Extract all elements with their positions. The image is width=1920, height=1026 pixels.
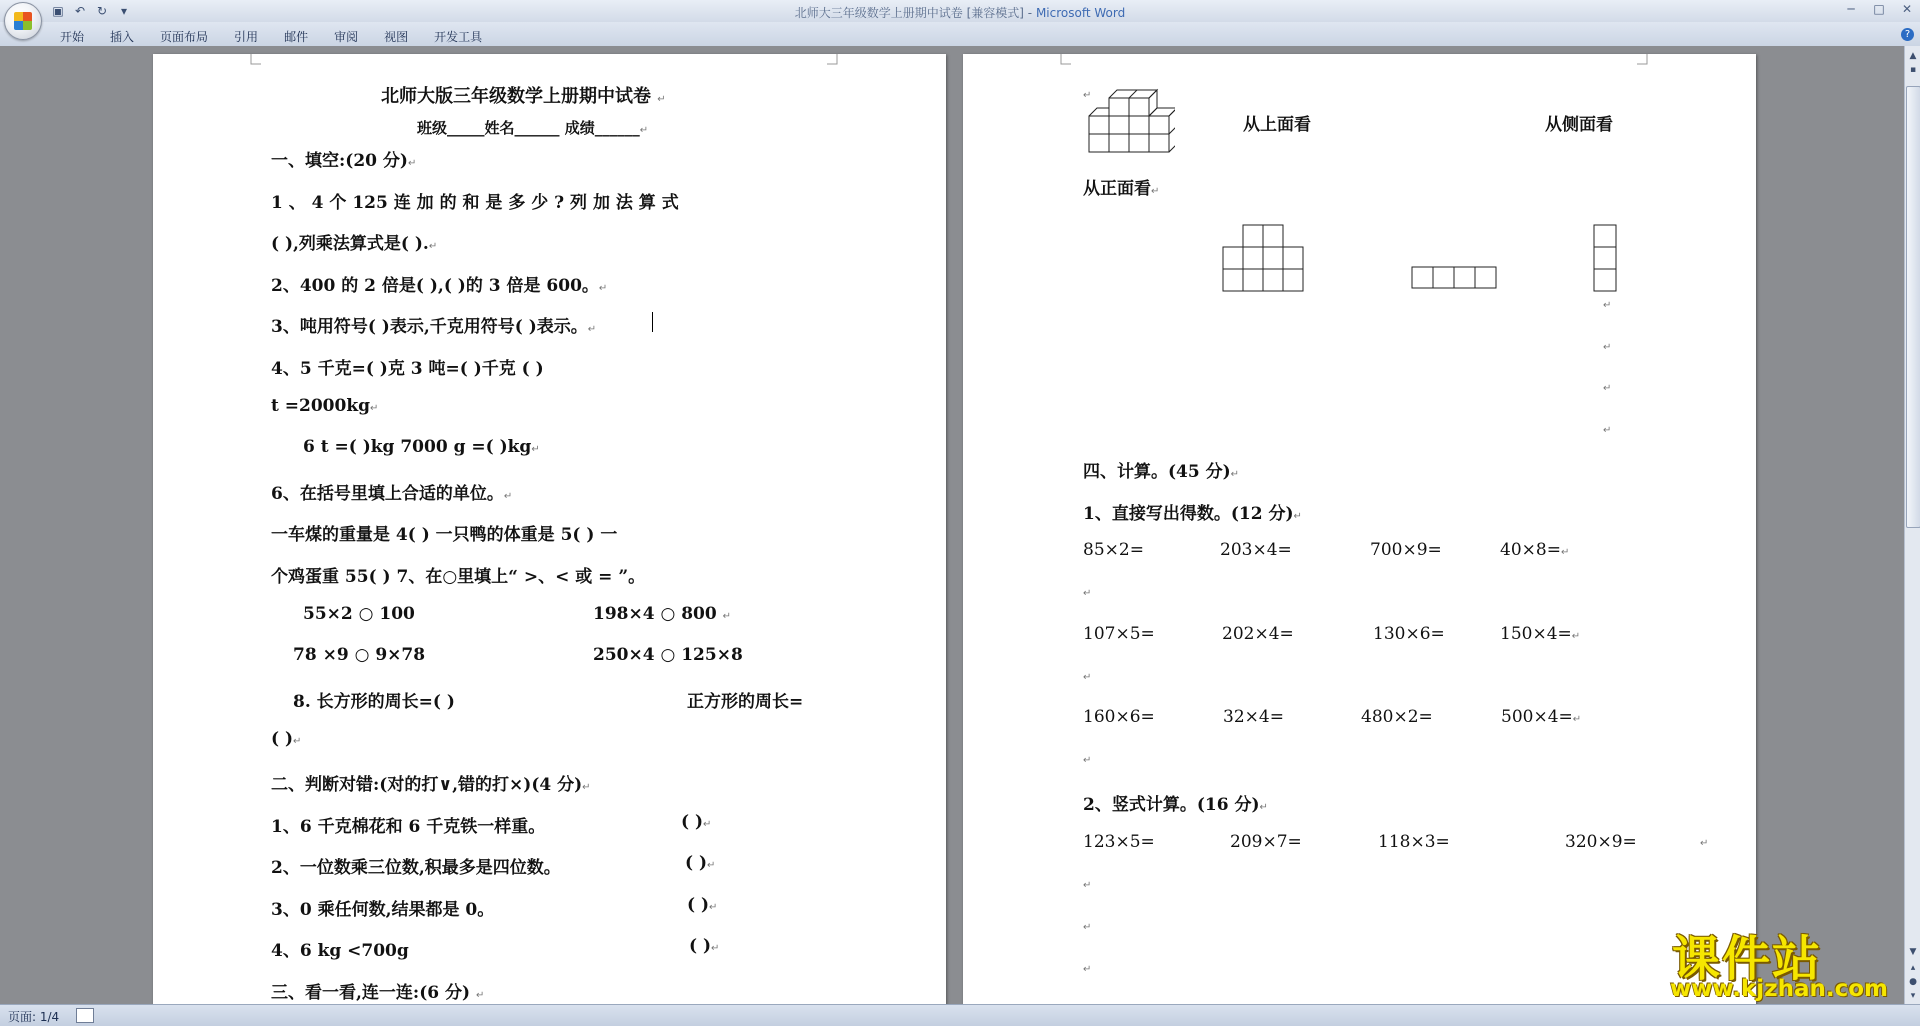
watermark-url: www.kjzhan.com [1670, 976, 1888, 1002]
tab-developer[interactable]: 开发工具 [434, 30, 483, 44]
view-label-side: 从侧面看 [1545, 115, 1613, 135]
save-icon[interactable]: ▣ [52, 4, 64, 18]
question-line: 4、5 千克=( )克 3 吨=( )千克 ( ) [271, 359, 544, 379]
question-line: 1 、 4 个 125 连 加 的 和 是 多 少 ? 列 加 法 算 式 [271, 193, 679, 213]
prev-page-icon[interactable]: ▴ [1910, 963, 1916, 973]
judge-answer: ( )↵ [689, 936, 720, 956]
close-icon[interactable]: ✕ [1901, 2, 1913, 16]
view-label-top: 从上面看 [1243, 115, 1311, 135]
margin-corner-mark [1637, 54, 1657, 74]
subsection-heading: 2、竖式计算。(16 分)↵ [1083, 795, 1268, 815]
window-controls [1844, 2, 1914, 16]
section-heading: 三、看一看,连一连:(6 分) ↵ [271, 983, 485, 1003]
browse-object-icon[interactable]: ● [1909, 977, 1917, 987]
judge-item: 1、6 千克棉花和 6 千克铁一样重。 [271, 817, 546, 837]
tab-view[interactable]: 视图 [384, 30, 409, 44]
judge-answer: ( )↵ [681, 812, 712, 832]
calc-item: 150×4=↵ [1500, 624, 1581, 644]
front-view-grid [1218, 224, 1318, 292]
undo-icon[interactable]: ↶ [74, 4, 86, 18]
proofing-icon[interactable] [76, 1008, 94, 1023]
ribbon [0, 22, 1920, 47]
calc-item: 40×8=↵ [1500, 540, 1570, 560]
tab-page-layout[interactable]: 页面布局 [160, 30, 209, 44]
tab-review[interactable]: 审阅 [334, 30, 359, 44]
document-page-1 [153, 54, 946, 1004]
calc-item: 123×5= [1083, 832, 1155, 852]
office-button[interactable] [4, 2, 42, 40]
question-line: 6、在括号里填上合适的单位。↵ [271, 484, 513, 504]
side-view-column [1591, 224, 1619, 296]
watermark-title: 课件站 [1672, 931, 1823, 987]
window-title: 北师大三年级数学上册期中试卷 [兼容模式] - Microsoft Word [794, 6, 1126, 20]
calc-item: 500×4=↵ [1501, 707, 1582, 727]
tab-home[interactable]: 开始 [60, 30, 85, 44]
status-bar [0, 1004, 1920, 1026]
calc-item: 85×2= [1083, 540, 1144, 560]
question-line: t =2000kg↵ [271, 396, 379, 416]
question-line: 一车煤的重量是 4( ) 一只鸭的体重是 5( ) 一 [271, 525, 618, 545]
customize-icon[interactable]: ▾ [120, 4, 128, 18]
question-line: 2、400 的 2 倍是( ),( )的 3 倍是 600。↵ [271, 276, 608, 296]
question-line: 8. 长方形的周长=( ) [293, 692, 455, 712]
question-line: 个鸡蛋重 55( ) 7、在○里填上“ >、< 或 = ”。 [271, 567, 646, 587]
calc-item: 209×7= [1230, 832, 1302, 852]
minimize-icon[interactable]: ─ [1847, 2, 1855, 16]
document-workspace [0, 46, 1904, 1004]
document-page-2: ↵ 从上面看 从侧面看 从正面看↵ ↵ ↵ ↵ ↵ 四、计算。(45 分)↵ 1、直接写出得数。(12 分)↵ 85×2= 203×4= 700×9= 40×8=↵ ↵ 107×5= 202×4= 130×6= 150×4=↵ ↵ 160×6= 32×4= 480×2= 500×4=↵ ↵ 2、竖式计算。(16 分)↵ 123×5= 209×7= 118×3= 320×9= ↵ ↵ ↵ ↵ [963, 54, 1756, 1004]
ribbon-tabs [60, 28, 482, 45]
compare-item: 55×2 ○ 100 [303, 604, 415, 624]
calc-item: 32×4= [1223, 707, 1284, 727]
page-indicator[interactable]: 页面: 1/4 [8, 1010, 60, 1024]
section-heading: 二、判断对错:(对的打∨,错的打×)(4 分)↵ [271, 775, 591, 795]
watermark [1664, 920, 1904, 1004]
scroll-down-icon[interactable]: ▼ [1909, 947, 1917, 957]
judge-item: 3、0 乘任何数,结果都是 0。 [271, 900, 495, 920]
calc-item: 130×6= [1373, 624, 1445, 644]
judge-answer: ( )↵ [687, 895, 718, 915]
calc-item: 480×2= [1361, 707, 1433, 727]
calc-item: 160×6= [1083, 707, 1155, 727]
question-line: ( )↵ [271, 729, 302, 749]
compare-item: 78 ×9 ○ 9×78 [293, 645, 426, 665]
title-bar [0, 0, 1920, 22]
compare-item: 198×4 ○ 800 ↵ [593, 604, 732, 624]
maximize-icon[interactable]: □ [1873, 2, 1885, 16]
help-icon[interactable]: ? [1901, 28, 1914, 41]
top-view-strip [1411, 266, 1499, 290]
question-line: 正方形的周长= [687, 692, 804, 712]
redo-icon[interactable]: ↻ [96, 4, 108, 18]
office-logo-icon [14, 12, 32, 30]
section-heading: 一、填空:(20 分)↵ [271, 151, 417, 171]
tab-references[interactable]: 引用 [234, 30, 259, 44]
subsection-heading: 1、直接写出得数。(12 分)↵ [1083, 504, 1302, 524]
doc-title: 北师大版三年级数学上册期中试卷 ↵ [381, 86, 666, 107]
calc-item: 118×3= [1378, 832, 1450, 852]
judge-item: 2、一位数乘三位数,积最多是四位数。 [271, 858, 561, 878]
section-heading: 四、计算。(45 分)↵ [1083, 462, 1240, 482]
calc-item: 107×5= [1083, 624, 1155, 644]
view-label-front: 从正面看↵ [1083, 179, 1160, 199]
judge-answer: ( )↵ [685, 853, 716, 873]
margin-corner-mark [827, 54, 847, 74]
text-cursor [652, 312, 653, 332]
cube-stack-figure [1087, 86, 1175, 154]
tab-insert[interactable]: 插入 [110, 30, 135, 44]
scrollbar-thumb[interactable] [1906, 86, 1920, 528]
compare-item: 250×4 ○ 125×8 [593, 645, 743, 665]
calc-item: 320×9= [1565, 832, 1637, 852]
question-line: 6 t =( )kg 7000 g =( )kg↵ [303, 437, 540, 457]
ruler-toggle-icon[interactable]: ▪ [1909, 65, 1917, 75]
calc-item: 700×9= [1370, 540, 1442, 560]
margin-corner-mark [1051, 54, 1071, 74]
question-line: 3、吨用符号( )表示,千克用符号( )表示。↵ [271, 317, 597, 337]
calc-item: 203×4= [1220, 540, 1292, 560]
calc-item: 202×4= [1222, 624, 1294, 644]
vertical-scrollbar[interactable] [1904, 46, 1920, 1004]
judge-item: 4、6 kg <700g [271, 941, 409, 961]
scroll-up-icon[interactable]: ▲ [1909, 51, 1917, 61]
question-line: ( ),列乘法算式是( ).↵ [271, 234, 438, 254]
doc-subtitle: 班级_____姓名______ 成绩______↵ [417, 119, 649, 137]
tab-mailings[interactable]: 邮件 [284, 30, 309, 44]
next-page-icon[interactable]: ▾ [1910, 991, 1916, 1001]
margin-corner-mark [241, 54, 261, 74]
